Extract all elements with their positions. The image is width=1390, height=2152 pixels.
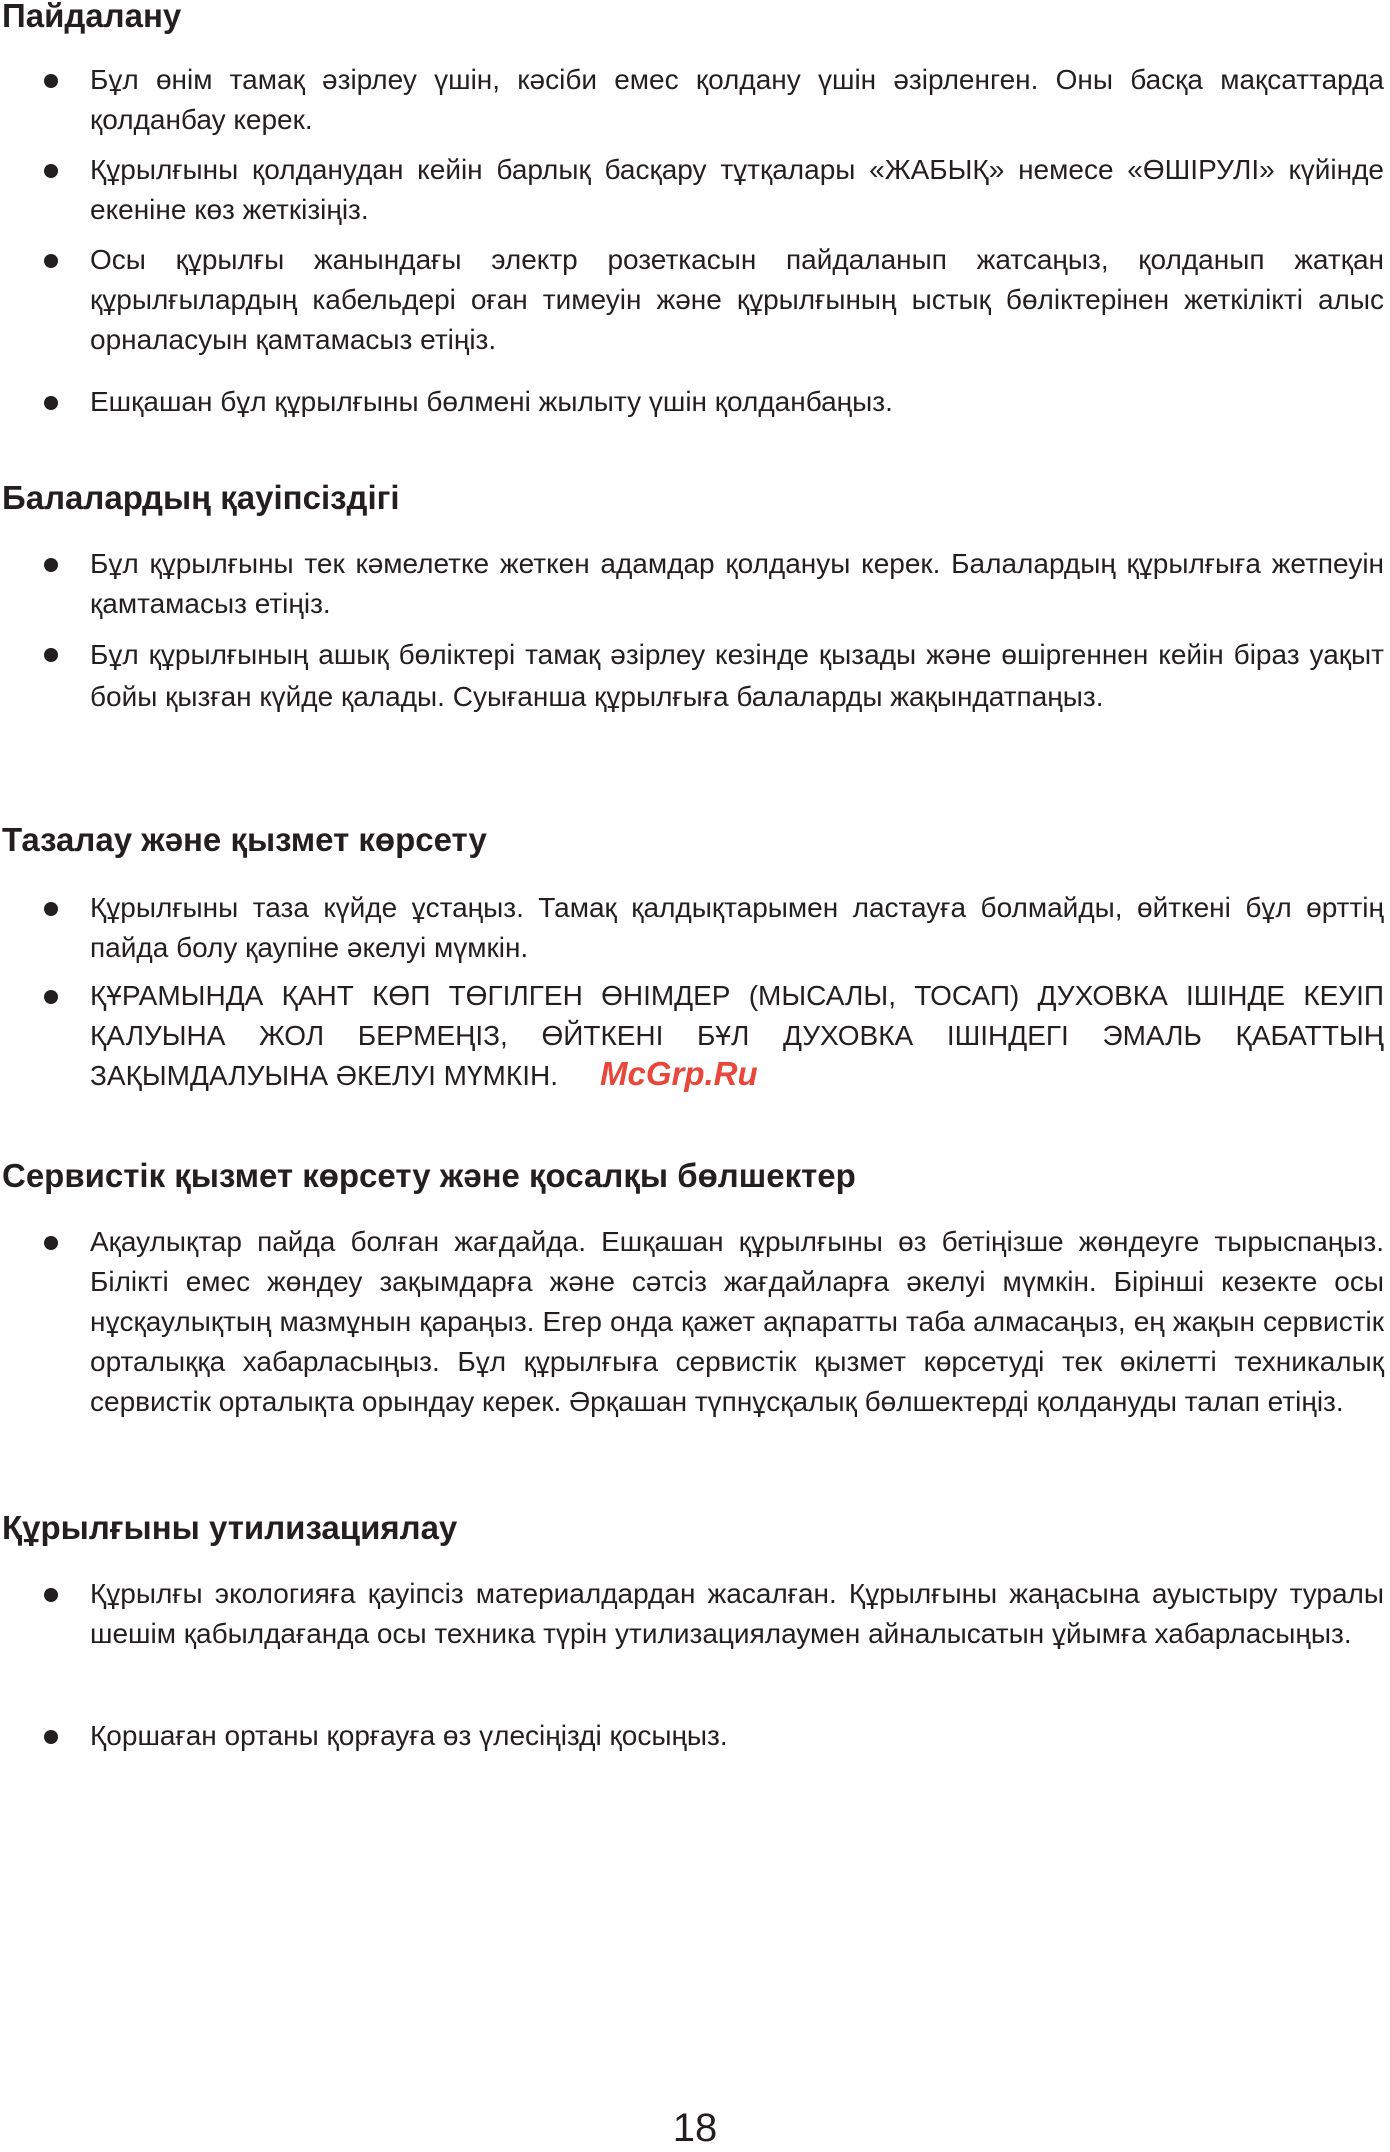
section-heading: Тазалау және қызмет көрсету <box>2 821 487 858</box>
list-item-text: Құрылғыны қолданудан кейін барлық басқару тұтқалары «ЖАБЫҚ» немесе «ӨШІРУЛІ» күйінде екеніне көз жеткізіңіз. <box>90 154 1384 225</box>
list-item-text: Ақаулықтар пайда болған жағдайда. Ешқашан құрылғыны өз бетіңізше жөндеуге тырыспаңыз. Білікті емес жөндеу зақымдарға және сәтсіз жағдайларға әкелуі мүмкін. Бірінші кезекте осы нұсқаулықтың мазмұнын қараңыз. Егер онда қажет ақпаратты таба алмасаңыз, ең жақын сервистік орталыққа хабарласыңыз. Бұл құрылғыға сервистік қызмет көрсетуді тек өкілетті техникалық сервистік орталықта орындау керек. Әрқашан түпнұсқалық бөлшектерді қолдануды талап етіңіз. <box>90 1226 1384 1417</box>
bullet-dot-icon <box>44 74 58 88</box>
list-item-text: Құрылғыны таза күйде ұстаңыз. Тамақ қалдықтарымен ластауға болмайды, өйткені бұл өрттің пайда болу қаупіне әкелуі мүмкін. <box>90 892 1384 963</box>
list-item-text: Бұл құрылғының ашық бөліктері тамақ әзірлеу кезінде қызады және өшіргеннен кейін біраз уақыт бойы қызған күйде қалады. Суығанша құрылғыға балаларды жақындатпаңыз. <box>90 639 1384 712</box>
list-item-text: Қоршаған ортаны қорғауға өз үлесіңізді қосыңыз. <box>90 1720 728 1751</box>
bullet-dot-icon <box>44 648 58 662</box>
page-number: 18 <box>672 2106 718 2150</box>
list-item-text: Бұл өнім тамақ әзірлеу үшін, кәсіби емес қолдану үшін әзірленген. Оны басқа мақсаттарда қолданбау керек. <box>90 64 1384 135</box>
bullet-dot-icon <box>44 1236 58 1250</box>
list-item-text: Бұл құрылғыны тек кәмелетке жеткен адамдар қолдануы керек. Балалардың құрылғыға жетпеуін қамтамасыз етіңіз. <box>90 548 1384 619</box>
bullet-dot-icon <box>44 164 58 178</box>
section-heading: Пайдалану <box>2 0 182 34</box>
bullet-dot-icon <box>44 1730 58 1744</box>
list-item-text: Осы құрылғы жанындағы электр розеткасын пайдаланып жатсаңыз, қолданып жатқан құрылғылардың кабельдері оған тимеуін және құрылғының ыстық бөліктерінен жеткілікті алыс орналасуын қамтамасыз етіңіз. <box>90 244 1384 355</box>
list-item-text: Ешқашан бұл құрылғыны бөлмені жылыту үшін қолданбаңыз. <box>90 386 893 417</box>
section-heading: Балалардың қауіпсіздігі <box>2 479 400 516</box>
list-item-text: ҚҰРАМЫНДА ҚАНТ КӨП ТӨГІЛГЕН ӨНІМДЕР (МЫСАЛЫ, ТОСАП) ДУХОВКА ІШІНДЕ КЕУІП ҚАЛУЫНА ЖОЛ БЕРМЕҢІЗ, ӨЙТКЕНІ БҰЛ ДУХОВКА ІШІНДЕГІ ЭМАЛЬ ҚАБАТТЫҢ ЗАҚЫМДАЛУЫНА ӘКЕЛУІ МҮМКІН. <box>90 980 1384 1091</box>
bullet-dot-icon <box>44 902 58 916</box>
section-heading: Сервистік қызмет көрсету және қосалқы бөлшектер <box>2 1157 856 1194</box>
bullet-dot-icon <box>44 990 58 1004</box>
list-item-text: Құрылғы экологияға қауіпсіз материалдардан жасалған. Құрылғыны жаңасына ауыстыру туралы шешім қабылдағанда осы техника түрін утилизациялаумен айналысатын ұйымға хабарласыңыз. <box>90 1578 1384 1649</box>
bullet-dot-icon <box>44 1588 58 1602</box>
bullet-dot-icon <box>44 254 58 268</box>
bullet-dot-icon <box>44 558 58 572</box>
watermark: McGrp.Ru <box>600 1055 758 1092</box>
bullet-dot-icon <box>44 396 58 410</box>
section-heading: Құрылғыны утилизациялау <box>2 1509 458 1546</box>
